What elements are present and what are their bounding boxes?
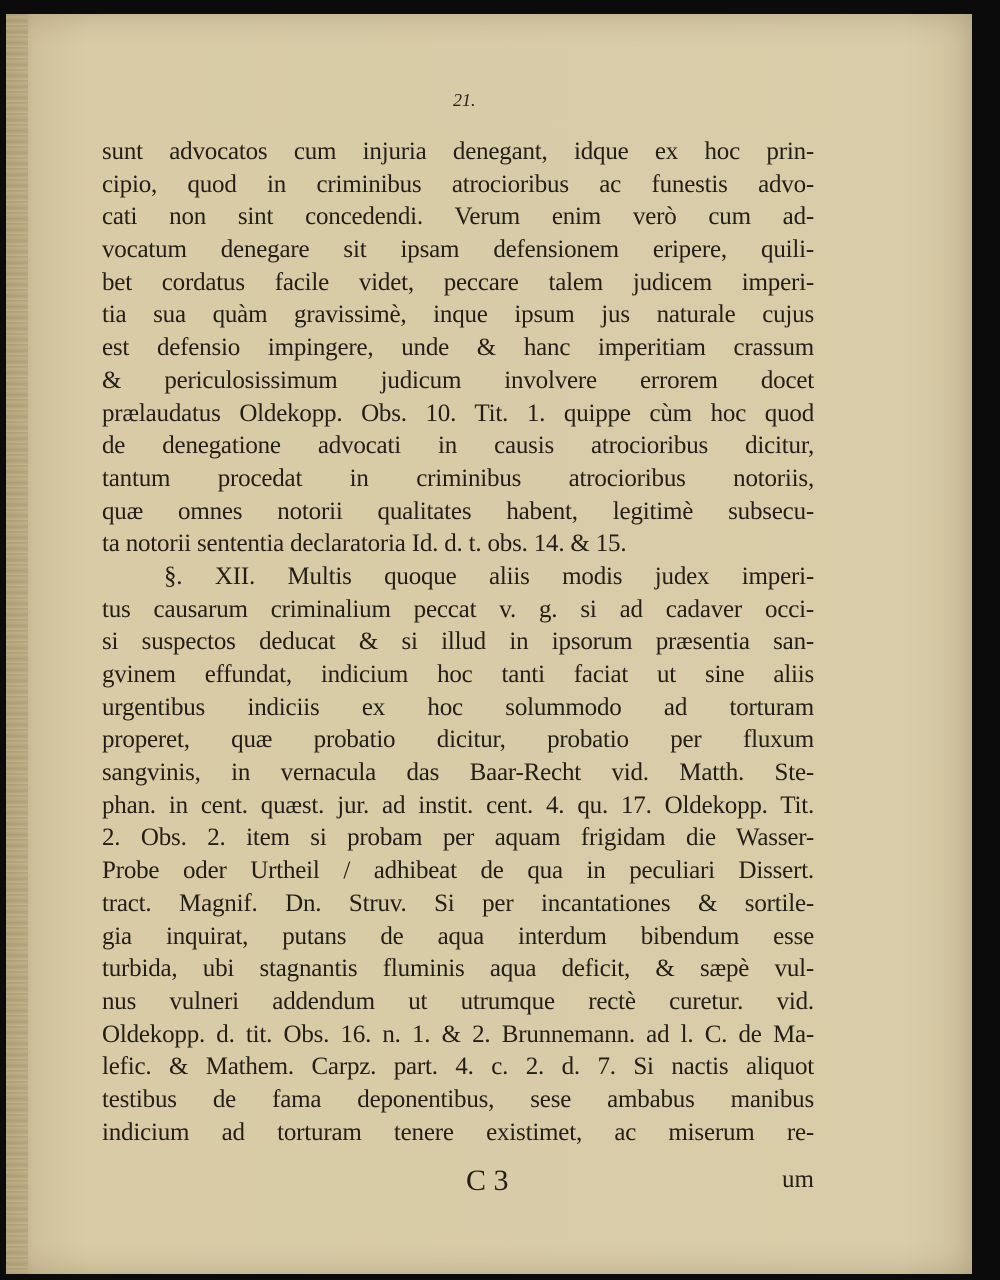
page-footer bbox=[102, 1164, 814, 1204]
text-line-6: tia sua quàm gravissimè, inque ipsum jus naturale cujus bbox=[102, 301, 814, 329]
text-line-25: gia inquirat, putans de aqua interdum bibendum esse bbox=[102, 922, 814, 950]
signature-mark: C 3 bbox=[466, 1164, 509, 1197]
text-line-7: est defensio impingere, unde & hanc imperitiam crassum bbox=[102, 334, 814, 362]
book-page bbox=[6, 14, 972, 1274]
text-line-3: cati non sint concedendi. Verum enim verò cum ad- bbox=[102, 203, 814, 231]
text-line-30: testibus de fama deponentibus, sese ambabus manibus bbox=[102, 1085, 814, 1113]
text-line-11: tantum procedat in criminibus atrocioribus notoriis, bbox=[102, 464, 814, 492]
text-line-9: prælaudatus Oldekopp. Obs. 10. Tit. 1. quippe cùm hoc quod bbox=[102, 399, 814, 427]
text-line-20: sangvinis, in vernacula das Baar-Recht vid. Matth. Ste- bbox=[102, 759, 814, 787]
text-line-26: turbida, ubi stagnantis fluminis aqua deficit, & sæpè vul- bbox=[102, 955, 814, 983]
text-line-14: §. XII. Multis quoque aliis modis judex imperi- bbox=[164, 562, 814, 590]
text-line-22: 2. Obs. 2. item si probam per aquam frigidam die Wasser- bbox=[102, 824, 814, 852]
text-line-10: de denegatione advocati in causis atrocioribus dicitur, bbox=[102, 432, 814, 460]
text-line-15: tus causarum criminalium peccat v. g. si ad cadaver occi- bbox=[102, 595, 814, 623]
text-line-18: urgentibus indiciis ex hoc solummodo ad torturam bbox=[102, 693, 814, 721]
text-line-5: bet cordatus facile videt, peccare talem judicem imperi- bbox=[102, 268, 814, 296]
text-line-29: lefic. & Mathem. Carpz. part. 4. c. 2. d. 7. Si nactis aliquot bbox=[102, 1053, 814, 1081]
text-line-8: & periculosissimum judicum involvere errorem docet bbox=[102, 366, 814, 394]
text-line-27: nus vulneri addendum ut utrumque rectè curetur. vid. bbox=[102, 987, 814, 1015]
text-line-16: si suspectos deducat & si illud in ipsorum præsentia san- bbox=[102, 628, 814, 656]
page-number: 21. bbox=[453, 90, 476, 110]
text-line-21: phan. in cent. quæst. jur. ad instit. cent. 4. qu. 17. Oldekopp. Tit. bbox=[102, 791, 814, 819]
text-line-12: quæ omnes notorii qualitates habent, legitimè subsecu- bbox=[102, 497, 814, 525]
page-edge-shadow bbox=[6, 14, 28, 1274]
text-line-2: cipio, quod in criminibus atrocioribus ac funestis advo- bbox=[102, 170, 814, 198]
text-line-24: tract. Magnif. Dn. Struv. Si per incantationes & sortile- bbox=[102, 889, 814, 917]
text-line-17: gvinem effundat, indicium hoc tanti faciat ut sine aliis bbox=[102, 661, 814, 688]
text-line-28: Oldekopp. d. tit. Obs. 16. n. 1. & 2. Brunnemann. ad l. C. de Ma- bbox=[102, 1020, 814, 1048]
body-text bbox=[102, 136, 814, 1149]
catchword: um bbox=[782, 1166, 814, 1193]
text-line-4: vocatum denegare sit ipsam defensionem eripere, quili- bbox=[102, 236, 814, 264]
text-line-19: properet, quæ probatio dicitur, probatio per fluxum bbox=[102, 726, 814, 754]
text-line-1: sunt advocatos cum injuria denegant, idque ex hoc prin- bbox=[102, 138, 814, 165]
text-line-31: indicium ad torturam tenere existimet, ac miserum re- bbox=[102, 1118, 814, 1146]
text-line-13: ta notorii sententia declaratoria Id. d. t. obs. 14. & 15. bbox=[102, 530, 627, 558]
text-line-23: Probe oder Urtheil / adhibeat de qua in peculiari Dissert. bbox=[102, 857, 814, 885]
